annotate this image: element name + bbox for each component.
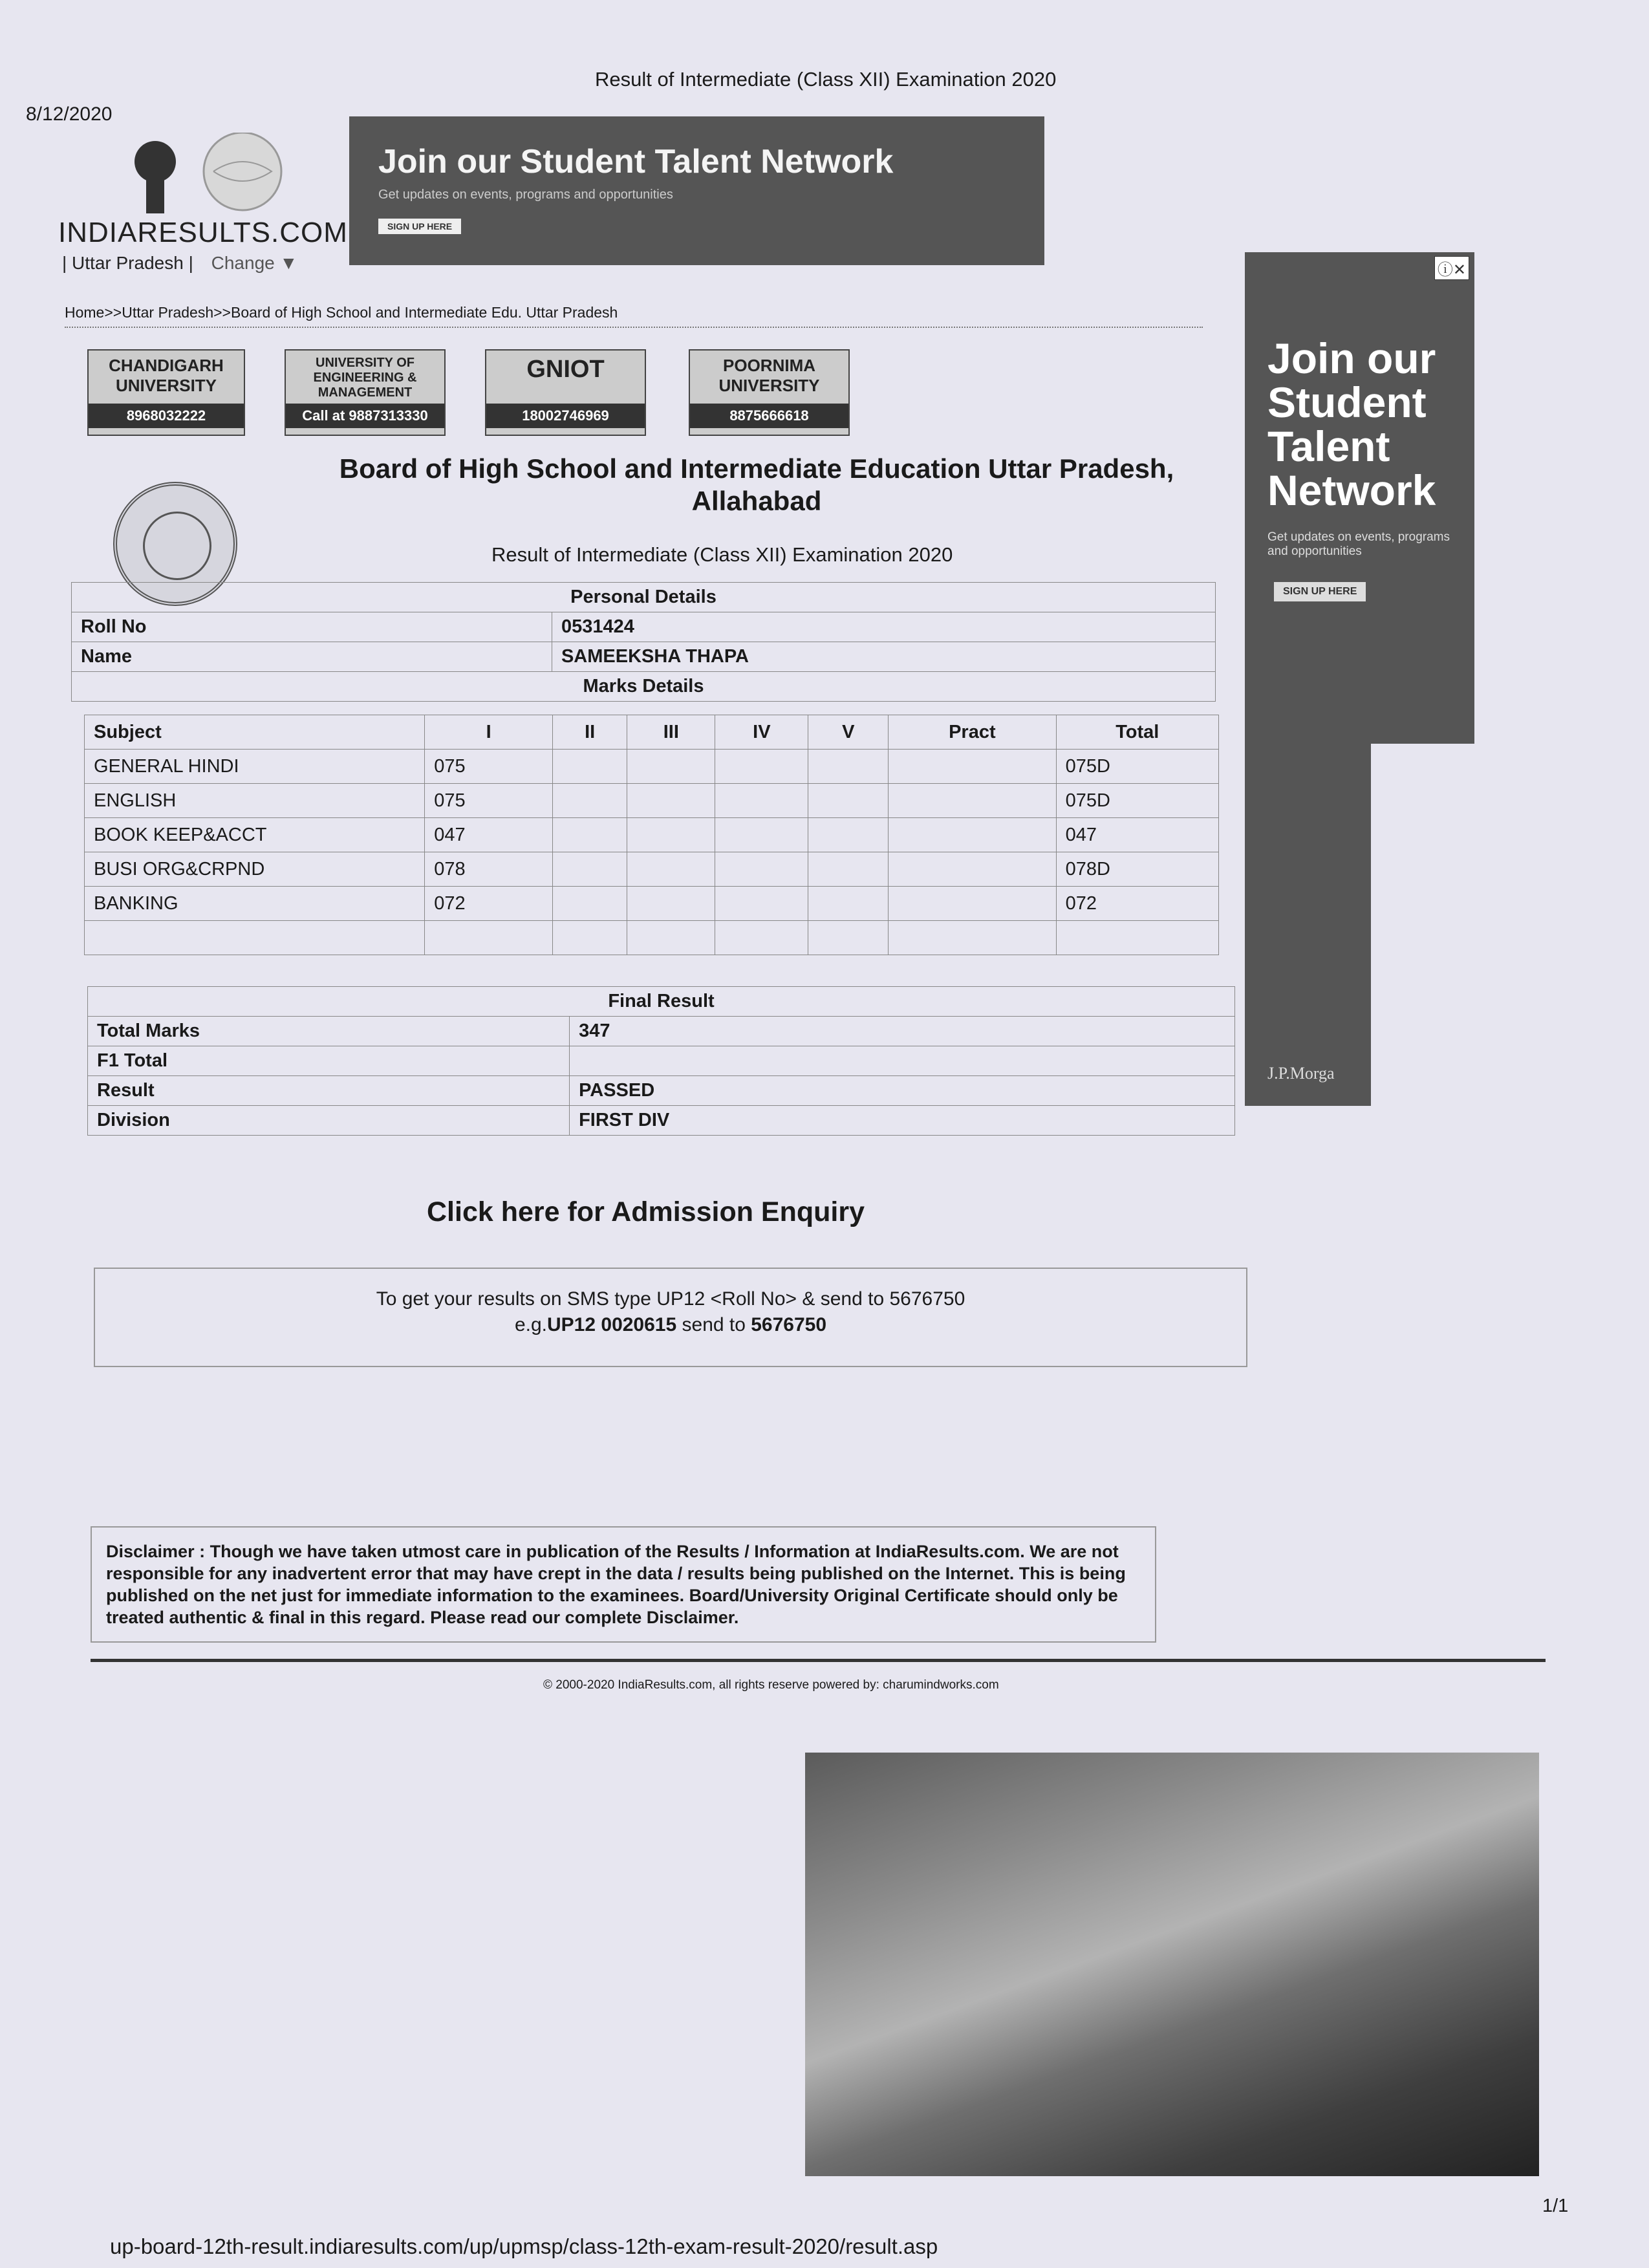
table-row bbox=[85, 887, 1219, 921]
footer-divider bbox=[91, 1659, 1546, 1662]
banner-signup-button[interactable]: SIGN UP HERE bbox=[378, 219, 461, 234]
marks-header: V bbox=[808, 715, 889, 750]
disclaimer-box: Disclaimer : Though we have taken utmost care in publication of the Results / Information at IndiaResults.com. We are not responsible for any inadvertent error that may have crept in the data / results being published on the Internet. This is being published on the net just for immediate information to the examinees. Board/University Original Certificate should only be treated authentic & final in this regard. Please read our complete Disclaimer. bbox=[91, 1526, 1156, 1643]
division-label: Division bbox=[88, 1106, 570, 1136]
breadcrumb[interactable]: Home>>Uttar Pradesh>>Board of High School and Intermediate Edu. Uttar Pradesh bbox=[65, 304, 618, 321]
board-title-line1: Board of High School and Intermediate Education Uttar Pradesh, bbox=[339, 453, 1174, 484]
marks-header: II bbox=[553, 715, 627, 750]
f1-total-value bbox=[570, 1046, 1235, 1076]
subject-cell: BANKING bbox=[85, 887, 425, 921]
subject-cell: GENERAL HINDI bbox=[85, 750, 425, 784]
banner-sub: Get updates on events, programs and opportunities bbox=[378, 188, 673, 202]
site-logo-text: INDIARESULTS.COM bbox=[58, 217, 348, 248]
sms-example: e.g.UP12 0020615 send to 5676750 bbox=[514, 1314, 827, 1335]
f1-total-label: F1 Total bbox=[88, 1046, 570, 1076]
state-label: | Uttar Pradesh | bbox=[62, 253, 193, 273]
final-result-heading: Final Result bbox=[88, 987, 1235, 1017]
top-ad-banner[interactable] bbox=[349, 116, 1044, 265]
sms-info-box bbox=[94, 1268, 1247, 1367]
table-row bbox=[85, 818, 1219, 852]
marks-header: I bbox=[425, 715, 553, 750]
marks-details-heading: Marks Details bbox=[72, 672, 1216, 702]
paper-i-cell: 075 bbox=[425, 750, 553, 784]
print-page-title: Result of Intermediate (Class XII) Examination 2020 bbox=[595, 68, 1057, 91]
marks-header: IV bbox=[715, 715, 808, 750]
subject-cell: ENGLISH bbox=[85, 784, 425, 818]
table-row bbox=[85, 784, 1219, 818]
university-logo-name: POORNIMA UNIVERSITY bbox=[718, 356, 820, 395]
final-result-table bbox=[87, 986, 1235, 1136]
name-value: SAMEEKSHA THAPA bbox=[552, 642, 1215, 672]
side-ad-sub: Get updates on events, programs and opportunities bbox=[1267, 530, 1450, 558]
university-logo-uem[interactable] bbox=[285, 349, 446, 436]
table-row bbox=[85, 921, 1219, 955]
marks-header: III bbox=[627, 715, 715, 750]
marks-header: Total bbox=[1056, 715, 1218, 750]
marks-table bbox=[84, 715, 1219, 955]
roll-value: 0531424 bbox=[552, 612, 1215, 642]
university-logo-gniot[interactable] bbox=[485, 349, 646, 436]
copyright: © 2000-2020 IndiaResults.com, all rights reserve powered by: charumindworks.com bbox=[543, 1678, 999, 1692]
side-ad-blank-area bbox=[1371, 744, 1474, 1106]
ad-close-icon[interactable]: ⓘ✕ bbox=[1434, 256, 1469, 280]
state-selector[interactable] bbox=[62, 253, 297, 274]
university-logo-name: CHANDIGARH UNIVERSITY bbox=[109, 356, 224, 395]
university-logo-phone: 8968032222 bbox=[89, 404, 244, 428]
roll-label: Roll No bbox=[72, 612, 552, 642]
site-logo[interactable] bbox=[52, 133, 348, 281]
page-url: up-board-12th-result.indiaresults.com/up/upmsp/class-12th-exam-result-2020/result.asp bbox=[110, 2234, 938, 2258]
personal-details-table bbox=[71, 582, 1216, 702]
admission-enquiry-link[interactable]: Click here for Admission Enquiry bbox=[427, 1196, 865, 1227]
total-marks-label: Total Marks bbox=[88, 1017, 570, 1046]
university-logo-poornima[interactable] bbox=[689, 349, 850, 436]
paper-i-cell: 078 bbox=[425, 852, 553, 887]
total-cell: 078D bbox=[1056, 852, 1218, 887]
page-number: 1/1 bbox=[1542, 2196, 1569, 2216]
university-logo-phone: Call at 9887313330 bbox=[286, 404, 444, 428]
print-date: 8/12/2020 bbox=[26, 103, 113, 125]
side-ad-brand: J.P.Morga bbox=[1267, 1064, 1335, 1083]
total-cell: 075D bbox=[1056, 784, 1218, 818]
change-state-link[interactable]: Change ▼ bbox=[211, 253, 298, 273]
table-row bbox=[85, 852, 1219, 887]
total-cell: 072 bbox=[1056, 887, 1218, 921]
marks-header: Pract bbox=[889, 715, 1057, 750]
ad-photo[interactable] bbox=[805, 1753, 1539, 2176]
total-marks-value: 347 bbox=[570, 1017, 1235, 1046]
side-ad-signup-button[interactable]: SIGN UP HERE bbox=[1274, 582, 1366, 601]
total-cell: 047 bbox=[1056, 818, 1218, 852]
university-logo-phone: 18002746969 bbox=[486, 404, 645, 428]
university-logo-name: GNIOT bbox=[526, 356, 605, 383]
exam-subtitle: Result of Intermediate (Class XII) Examination 2020 bbox=[491, 543, 953, 566]
result-label: Result bbox=[88, 1076, 570, 1106]
total-cell: 075D bbox=[1056, 750, 1218, 784]
paper-i-cell: 075 bbox=[425, 784, 553, 818]
board-title-line2: Allahabad bbox=[691, 486, 822, 516]
university-logo-chandigarh[interactable] bbox=[87, 349, 245, 436]
paper-i-cell: 047 bbox=[425, 818, 553, 852]
division-value: FIRST DIV bbox=[570, 1106, 1235, 1136]
personal-details-heading: Personal Details bbox=[72, 583, 1216, 612]
name-label: Name bbox=[72, 642, 552, 672]
side-ad-banner[interactable] bbox=[1245, 252, 1474, 1106]
side-ad-headline: Join our Student Talent Network bbox=[1267, 334, 1436, 514]
paper-i-cell: 072 bbox=[425, 887, 553, 921]
subject-cell: BUSI ORG&CRPND bbox=[85, 852, 425, 887]
subject-cell: BOOK KEEP&ACCT bbox=[85, 818, 425, 852]
logo-globe-icon bbox=[129, 133, 285, 217]
marks-header: Subject bbox=[85, 715, 425, 750]
result-value: PASSED bbox=[570, 1076, 1235, 1106]
banner-headline: Join our Student Talent Network bbox=[378, 143, 894, 180]
university-logo-name: UNIVERSITY OF ENGINEERING & MANAGEMENT bbox=[313, 356, 417, 400]
table-row bbox=[85, 750, 1219, 784]
sms-instruction: To get your results on SMS type UP12 <Roll No> & send to 5676750 bbox=[376, 1288, 965, 1310]
university-logo-phone: 8875666618 bbox=[690, 404, 848, 428]
board-title bbox=[310, 453, 1203, 517]
breadcrumb-divider bbox=[65, 327, 1203, 328]
